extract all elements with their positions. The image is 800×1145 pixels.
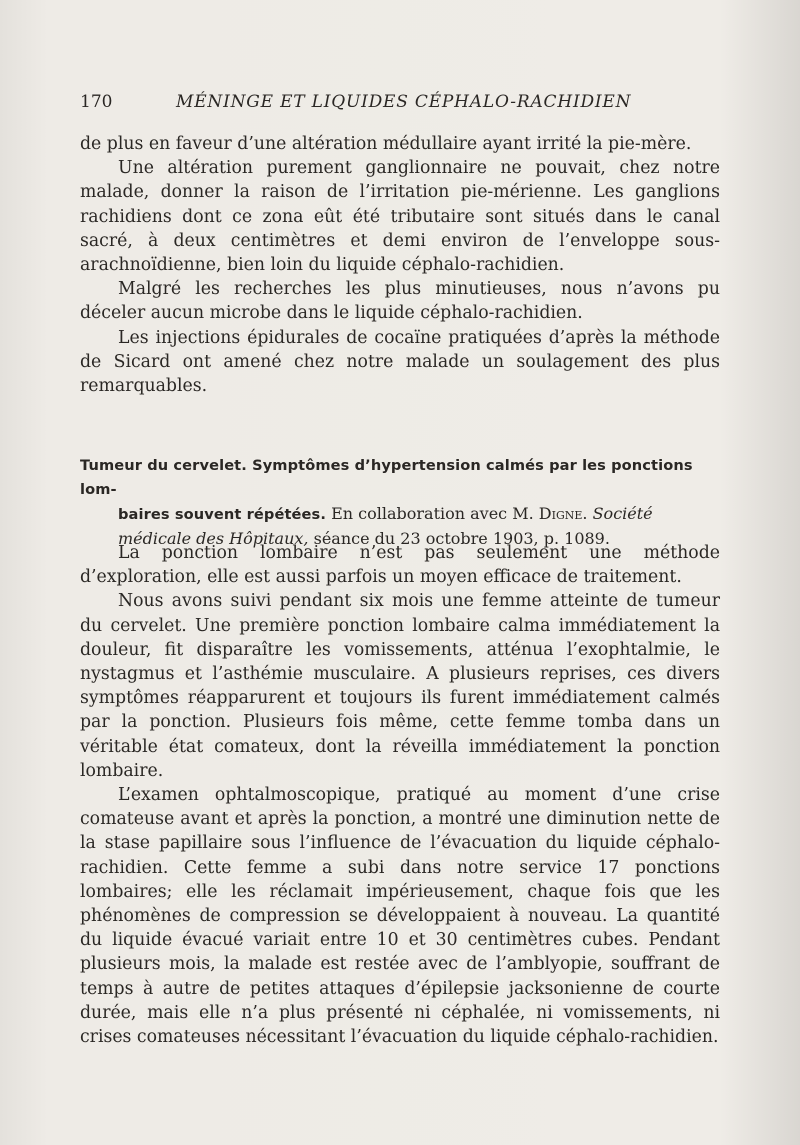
page-number: 170	[80, 92, 113, 112]
entry-journal: Société médicale des Hôpitaux,	[118, 504, 653, 548]
entry-title-line1: Tumeur du cervelet. Symptômes d’hypertension calmés par les ponctions lom-	[80, 457, 693, 498]
paragraph: Une altération purement ganglionnaire ne pouvait, chez notre malade, donner la raison de l’irritation pie-mérienne. Les ganglions rachidiens dont ce zona eût été tributaire sont situés dans le canal sacré, à deux centimètres et demi environ de l’enveloppe sous-arachnoïdienne, bien loin du liquide céphalo-rachidien.	[80, 158, 720, 276]
paragraph: Nous avons suivi pendant six mois une femme atteinte de tumeur du cervelet. Une première ponction lombaire calma immédiatement la douleur, fit disparaître les vomissements, atténua l’exophtalmie, le nystagmus et l’asthémie musculaire. A plusieurs reprises, ces divers symptômes réapparurent et toujours ils furent immédiatement calmés par la ponction. Plusieurs fois même, cette femme tomba dans un véritable état comateux, dont la réveilla immédiatement la ponction lombaire.	[80, 591, 720, 781]
paragraph: Les injections épidurales de cocaïne pratiquées d’après la méthode de Sicard ont amené chez notre malade un soulagement des plus remarquables.	[80, 327, 720, 397]
article-text-block	[80, 541, 720, 1049]
entry-collaboration: En collaboration avec M.	[331, 504, 534, 523]
running-title: MÉNINGE ET LIQUIDES CÉPHALO-RACHIDIEN	[176, 92, 632, 112]
paragraph: L’examen ophtalmoscopique, pratiqué au moment d’une crise comateuse avant et après la ponction, a montré une diminution nette de la stase papillaire sous l’influence de l’évacuation du liquide céphalo-rachidien. Cette femme a subi dans notre service 17 ponctions lombaires; elle les réclamait impérieusement, chaque fois que les phénomènes de compression se développaient à nouveau. La quantité du liquide évacué variait entre 10 et 30 centimètres cubes. Pendant plusieurs mois, la malade est restée avec de l’amblyopie, souffrant de temps à autre de petites attaques d’épilepsie jacksonienne de courte durée, mais elle n’a plus présenté ni céphalée, ni vomissements, ni crises comateuses nécessitant l’évacuation du liquide céphalo-rachidien.	[80, 785, 720, 1048]
paragraph: La ponction lombaire n’est pas seulement une méthode d’exploration, elle est aussi parfois un moyen efficace de traitement.	[80, 543, 720, 588]
entry-citation: baires souvent répétées. En collaboration avec M. Digne. Société médicale des Hôpitaux, séance du 23 octobre 1903, p. 1089.	[118, 504, 653, 548]
page-header	[80, 92, 720, 120]
continued-text-block	[80, 132, 720, 398]
bibliography-entry	[80, 454, 720, 551]
entry-title-line2: baires souvent répétées.	[118, 506, 326, 523]
entry-author: Digne	[538, 504, 583, 523]
entry-session: séance du 23 octobre 1903, p. 1089.	[313, 529, 610, 548]
paragraph-continued: de plus en faveur d’une altération médullaire ayant irrité la pie-mère.	[80, 134, 692, 154]
paragraph: Malgré les recherches les plus minutieuses, nous n’avons pu déceler aucun microbe dans le liquide céphalo-rachidien.	[80, 279, 720, 324]
